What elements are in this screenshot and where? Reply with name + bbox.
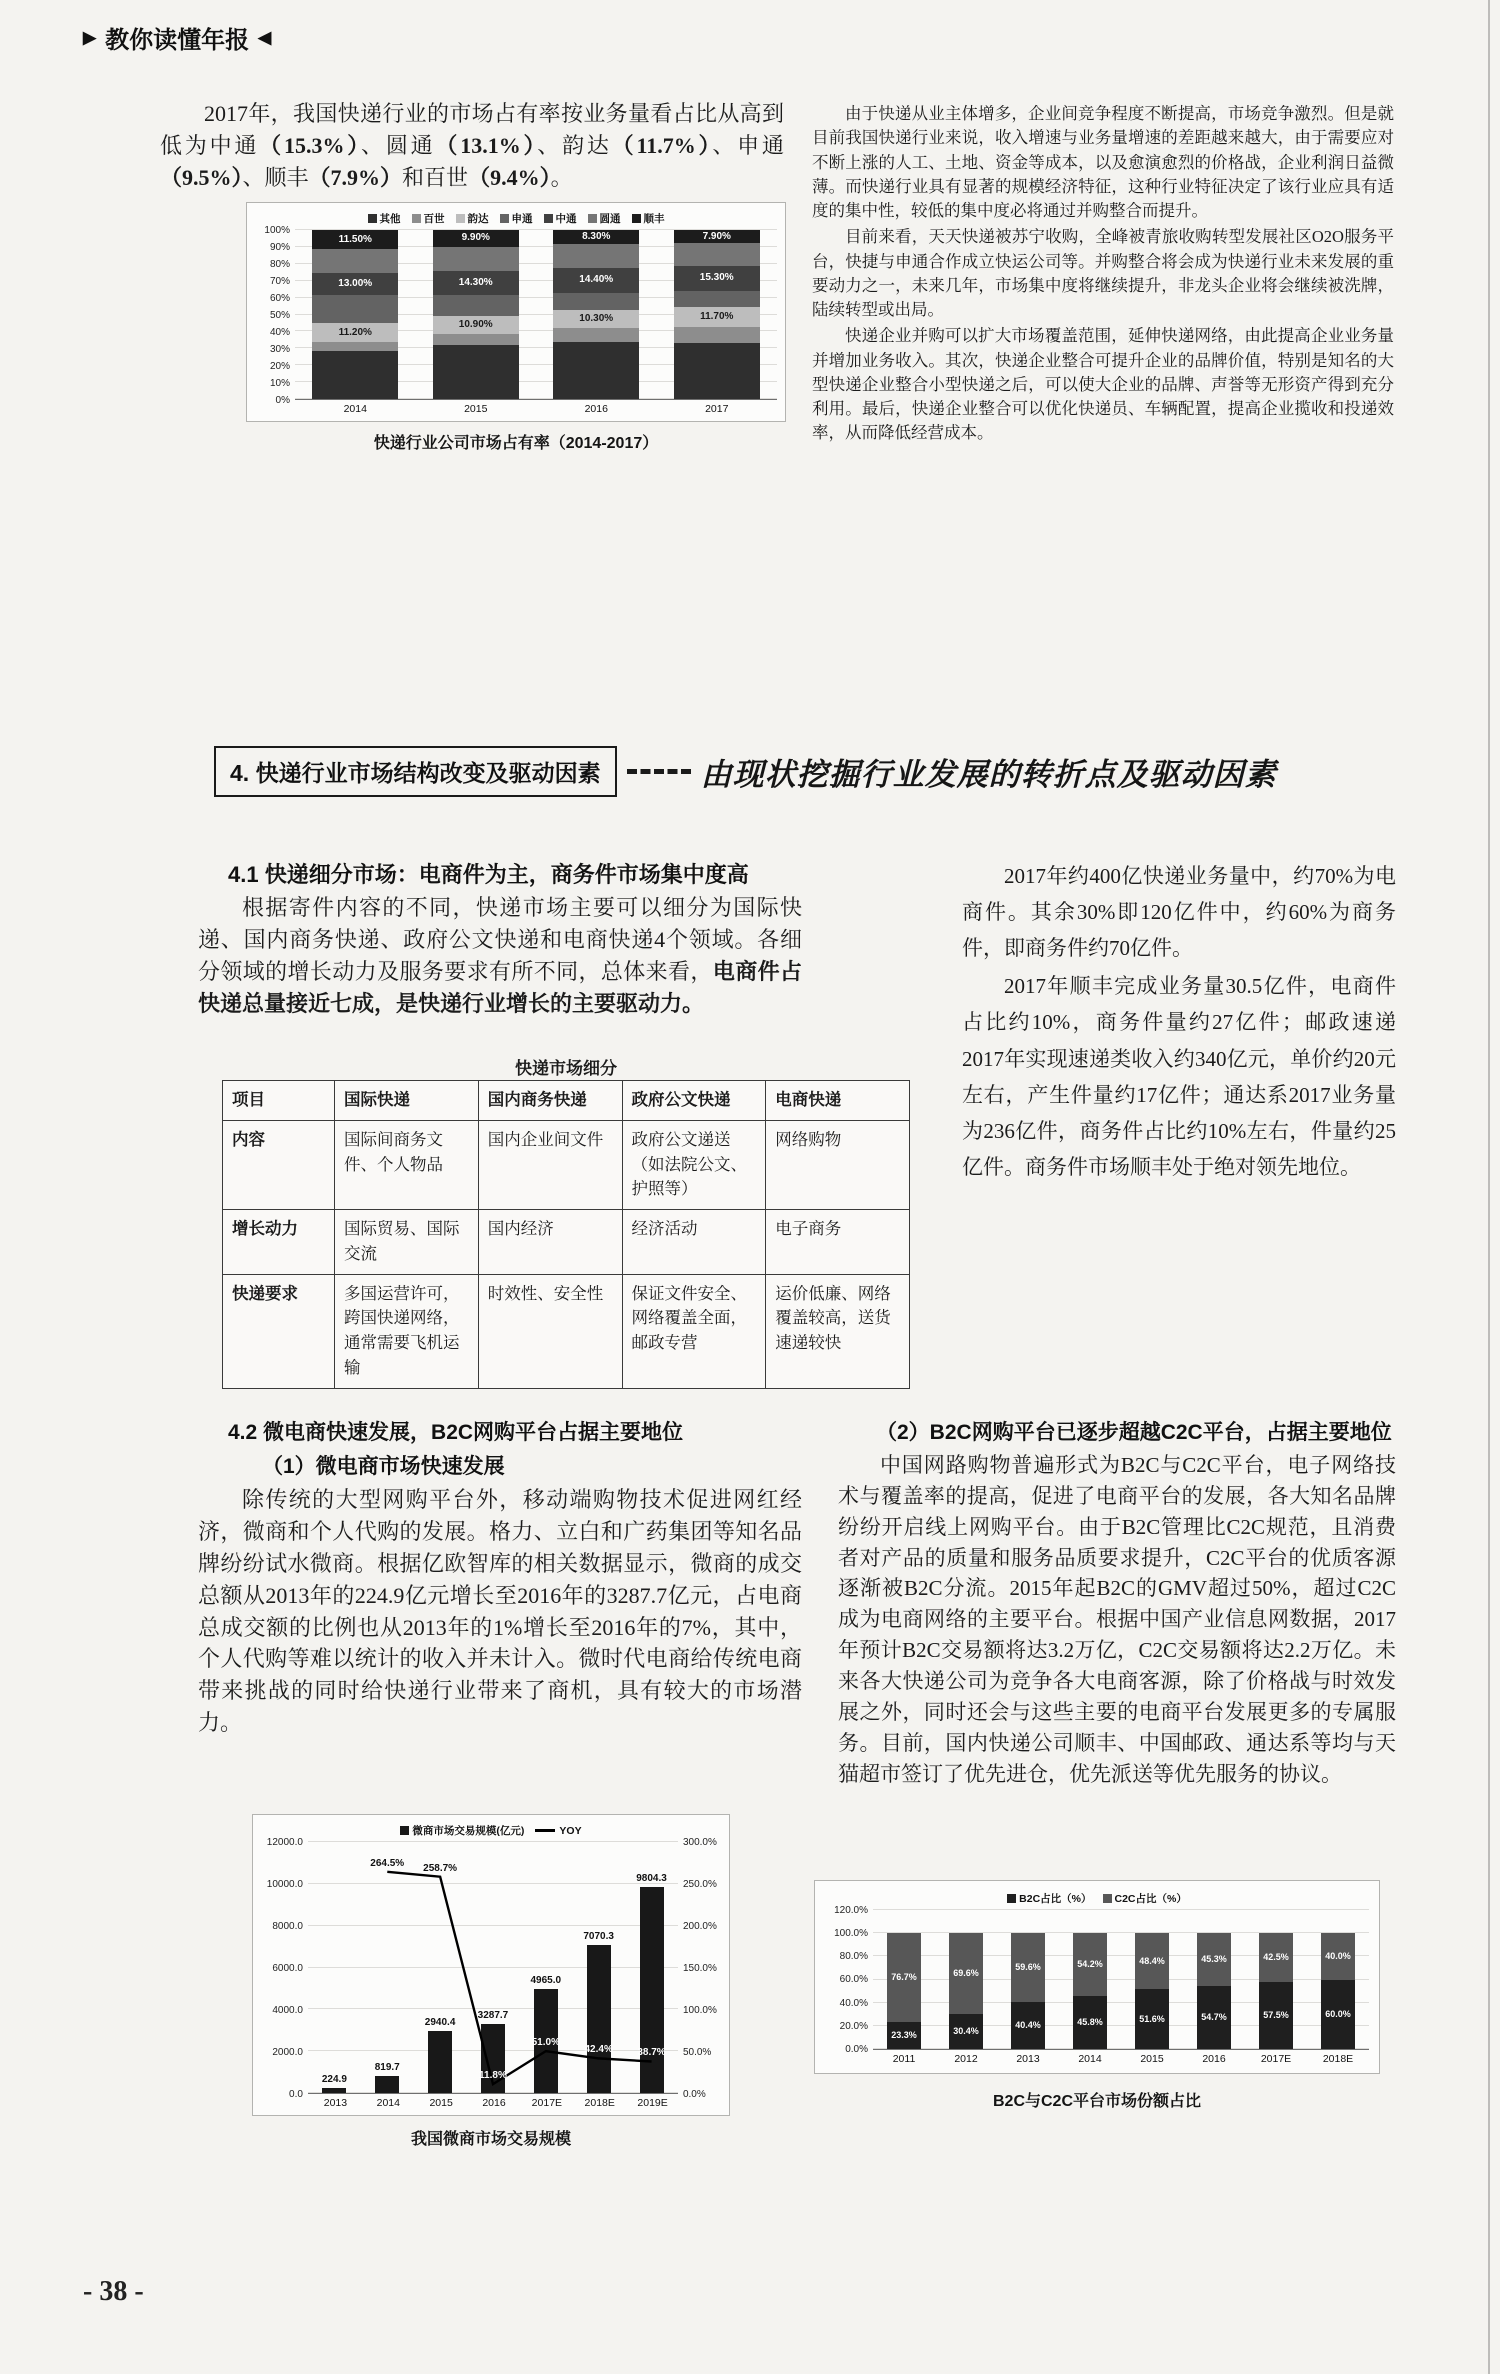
text-run: 电商件占快递总量接近七成，是快递行业增长的主要驱动力。 — [198, 958, 802, 1016]
table-cell: 国内企业间文件 — [478, 1120, 622, 1209]
bar-segment — [674, 327, 760, 343]
bar — [375, 2076, 399, 2093]
bar-segment — [1073, 1933, 1107, 1996]
legend-item — [368, 211, 401, 226]
bar-value-label: 224.9 — [321, 2074, 347, 2086]
stacked-bar — [553, 230, 639, 399]
stacked-bar — [1135, 1910, 1169, 2049]
section42-sub1-title: （1）微电商市场快速发展 — [262, 1455, 505, 1478]
bar-value-label: 10.30% — [579, 312, 614, 324]
bar-segment — [312, 249, 398, 273]
legend-item — [535, 1825, 581, 1837]
bar-segment — [674, 307, 760, 327]
table-cell: 政府公文递送（如法院公文、护照等） — [622, 1120, 766, 1209]
bar-segment — [1321, 1980, 1355, 2050]
legend-label: 微商市场交易规模(亿元) — [412, 1825, 525, 1837]
text-run: 和百世 — [402, 164, 469, 190]
plot-area — [295, 230, 777, 400]
legend-label: B2C占比（%） — [1019, 1893, 1092, 1905]
bar-segment — [1259, 1933, 1293, 1982]
paragraph: 快递企业并购可以扩大市场覆盖范围，延伸快递网络，由此提高企业业务量并增加业务收入。其次，快递企业整合可提升企业的品牌价值，特别是知名的大型快递企业整合小型快递之后，可以使大企业的品牌、声誉等无形资产得到充分利用。最后，快递企业整合可以优化快递员、车辆配置，提高企业揽收和投递效率，从而降低经营成本。 — [812, 326, 1394, 443]
bar-segment — [887, 1933, 921, 2022]
bar-value-label: 40.4% — [1015, 2020, 1041, 2031]
table-cell: 电子商务 — [766, 1210, 910, 1275]
table-cell: 国际间商务文件、个人物品 — [335, 1120, 479, 1209]
legend-item — [412, 211, 445, 226]
legend-label: 圆通 — [599, 213, 621, 225]
section41-title: 4.1 快递细分市场：电商件为主，商务件市场集中度高 — [228, 862, 749, 887]
table-header-row — [223, 1081, 910, 1121]
market-share-chart — [246, 202, 786, 422]
bar-segment — [553, 342, 639, 399]
bar-value-label: 51.6% — [1139, 2013, 1165, 2024]
stacked-bar — [887, 1910, 921, 2049]
x-axis-label: 2013 — [323, 2097, 348, 2109]
bar-value-label: 13.00% — [338, 278, 373, 290]
x-axis-label: 2014 — [376, 2097, 400, 2109]
bar-value-label: 3287.7 — [477, 2009, 509, 2021]
x-axis-label: 2015 — [429, 2097, 453, 2109]
bar-segment — [887, 2022, 921, 2049]
stacked-bar — [674, 230, 760, 399]
bar-segment — [553, 310, 639, 327]
gridline — [308, 1925, 678, 1926]
bar-value-label: 15.30% — [699, 272, 734, 284]
chart-legend — [255, 211, 777, 226]
table-row — [223, 1274, 910, 1388]
table-title: 快递市场细分 — [515, 1059, 617, 1078]
table-row — [223, 1210, 910, 1275]
x-axis — [309, 2094, 679, 2109]
legend-line-swatch — [535, 1829, 555, 1832]
legend-label: 其他 — [379, 213, 401, 225]
section42-title: 4.2 微电商快速发展，B2C网购平台占据主要地位 — [228, 1421, 684, 1444]
section4-annotation: 由现状挖掘行业发展的转折点及驱动因素 — [700, 757, 1277, 792]
x-axis-label: 2016 — [584, 403, 608, 415]
bar-segment — [553, 293, 639, 311]
x-axis-label: 2017 — [705, 403, 729, 415]
chart-legend — [825, 1891, 1369, 1906]
x-axis-label: 2019E — [637, 2097, 668, 2109]
bar-segment — [433, 345, 519, 399]
x-axis-label: 2013 — [1016, 2053, 1040, 2065]
chart-caption: 我国微商市场交易规模 — [410, 2131, 571, 2148]
bar-segment — [1011, 2002, 1045, 2049]
y-axis: 100% 90% 80% 70% 60% 50% 40% 30% 20% 10% 0% — [264, 224, 290, 406]
legend-swatch — [400, 1826, 409, 1835]
intro-right-column — [812, 102, 1394, 446]
text-run: （9.4%） — [468, 164, 551, 190]
text-run: 、韵达 — [537, 132, 612, 158]
bar-value-label: 42.5% — [1263, 1952, 1289, 1963]
text-run: （7.9%） — [308, 164, 403, 190]
bar-value-label: 11.70% — [700, 311, 734, 323]
section4-heading-row — [214, 746, 1404, 797]
yoy-value-label: 42.4% — [584, 2044, 613, 2056]
x-axis-label: 2014 — [1078, 2053, 1102, 2065]
legend-label: 申通 — [511, 213, 533, 225]
section42-sub1-paragraph: 除传统的大型网购平台外，移动端购物技术促进网红经济，微商和个人代购的发展。格力、立白和广药集团等知名品牌纷纷试水微商。根据亿欧智库的相关数据显示，微商的成交总额从2013年的224.9亿元增长至2016年的3287.7亿元，占电商总成交额的比例也从2013年的1%增长至2016年的7%，其中，个人代购等难以统计的收入并未计入。微时代电商给传统电商带来挑战的同时给快递行业带来了商机，具有较大的市场潜力。 — [198, 1487, 802, 1736]
table-cell: 国内经济 — [478, 1210, 622, 1275]
bar-segment — [1135, 1933, 1169, 1989]
table-cell: 网络购物 — [766, 1120, 910, 1209]
bar-segment — [1135, 1989, 1169, 2049]
legend-swatch — [456, 214, 465, 223]
text-run: （15.3%） — [259, 132, 362, 158]
x-axis-label: 2016 — [482, 2097, 506, 2109]
market-segment-table — [222, 1080, 910, 1389]
scan-edge-artifact — [1488, 0, 1490, 2374]
bar-segment — [674, 291, 760, 307]
bar-segment — [433, 271, 519, 295]
text-run: （11.7%） — [611, 132, 713, 158]
bar-segment — [1073, 1996, 1107, 2049]
paragraph: 2017年约400亿快递业务量中，约70%为电商件。其余30%即120亿件中，约60%为商务件，即商务件约70亿件。 — [962, 864, 1396, 961]
text-run: 。 — [550, 164, 573, 190]
legend-item — [1007, 1891, 1091, 1906]
paragraph: 由于快递从业主体增多，企业间竞争程度不断提高，市场竞争激烈。但是就目前我国快递行业来说，收入增速与业务量增速的差距越来越大，由于需要应对不断上涨的人工、土地、资金等成本，以及愈演愈烈的价格战，企业利润日益微薄。而快递行业具有显著的规模经济特征，这种行业特征决定了该行业应具有适度的集中性，较低的集中度必将通过并购整合而提升。 — [812, 104, 1394, 220]
stacked-bar — [1321, 1910, 1355, 2049]
legend-swatch — [412, 214, 421, 223]
bar-value-label: 54.7% — [1201, 2011, 1227, 2022]
bar-segment — [433, 334, 519, 344]
text-run: （9.5%） — [160, 164, 243, 190]
legend-label: 中通 — [555, 213, 577, 225]
bar-value-label: 59.6% — [1015, 1962, 1041, 1973]
table-cell: 时效性、安全性 — [478, 1274, 622, 1388]
text-run: 、顺丰 — [242, 164, 309, 190]
table-header-cell: 国内商务快递 — [478, 1081, 622, 1121]
stacked-bar — [433, 230, 519, 399]
bar-segment — [1197, 1986, 1231, 2049]
page-number: - 38 - — [83, 2276, 144, 2307]
legend-item — [1103, 1891, 1187, 1906]
bar-segment — [433, 247, 519, 271]
bar-segment — [553, 244, 639, 268]
stacked-bar — [1073, 1910, 1107, 2049]
bar-segment — [312, 342, 398, 350]
right-y-axis: 300.0% 250.0% 200.0% 150.0% 100.0% 50.0% 0.0% — [682, 1836, 717, 2100]
bar-value-label: 819.7 — [374, 2061, 400, 2073]
table-cell: 快递要求 — [223, 1274, 335, 1388]
gridline — [308, 1883, 678, 1884]
text-run: 、申通 — [712, 132, 784, 158]
bar-value-label: 9804.3 — [636, 1873, 667, 1885]
table-header-cell: 项目 — [223, 1081, 335, 1121]
x-axis — [873, 2050, 1369, 2065]
x-axis — [295, 400, 777, 415]
header-arrow-left-icon: ◀ — [258, 28, 272, 47]
bar-segment — [674, 266, 760, 292]
legend-label: 百世 — [423, 213, 445, 225]
chart-caption: B2C与C2C平台市场份额占比 — [992, 2093, 1202, 2110]
bar-value-label: 10.90% — [458, 319, 493, 331]
legend-item — [400, 1823, 524, 1838]
table-header-cell: 国际快递 — [335, 1081, 479, 1121]
gridline — [308, 1841, 678, 1842]
legend-swatch — [588, 214, 597, 223]
bar-value-label: 45.3% — [1201, 1953, 1227, 1964]
bar-segment — [433, 316, 519, 334]
bar-segment — [312, 230, 398, 249]
table-header-cell: 政府公文快递 — [622, 1081, 766, 1121]
text-run: 2017年，我国快递行业的市场占有率按业务量看占比从高到低为中通 — [160, 101, 784, 158]
stacked-bar — [1011, 1910, 1045, 2049]
bar-segment — [949, 2014, 983, 2049]
table-row — [223, 1120, 910, 1209]
yoy-value-label: 51.0% — [531, 2037, 560, 2049]
legend-swatch — [368, 214, 377, 223]
yoy-value-label: 38.7% — [637, 2047, 666, 2059]
section42-sub2-paragraph: 中国网路购物普遍形式为B2C与C2C平台，电子网络技术与覆盖率的提高，促进了电商平台的发展，各大知名品牌纷纷开启线上网购平台。由于B2C管理比C2C规范，且消费者对产品的质量和服务品质要求提升，C2C平台的优质客源逐渐被B2C分流。2015年起B2C的GMV超过50%，超过C2C成为电商网络的主要平台。根据中国产业信息网数据，2017年预计B2C交易额将达3.2万亿，C2C交易额将达2.2万亿。未来各大快递公司为竞争各大电商客源，除了价格战与时效发展之外，同时还会与这些主要的电商平台发展更多的专属服务。目前，国内快递公司顺丰、中国邮政、通达系等均与天猫超市签订了优先进仓，优先派送等优先服务的协议。 — [838, 1453, 1396, 1786]
yoy-value-label: 258.7% — [423, 1862, 458, 1874]
bar-value-label: 11.20% — [338, 326, 372, 338]
page-header — [83, 20, 271, 55]
x-axis-label: 2014 — [343, 403, 367, 415]
bar-value-label: 11.50% — [338, 233, 372, 245]
table-cell: 经济活动 — [622, 1210, 766, 1275]
weidian-market-chart — [252, 1814, 730, 2116]
table-cell: 内容 — [223, 1120, 335, 1209]
table-header-cell: 电商快递 — [766, 1081, 910, 1121]
legend-swatch — [500, 214, 509, 223]
text-run: 根据寄件内容的不同，快递市场主要可以细分为国际快递、国内商务快递、政府公文快递和电商快递4个领域。各细分领域的增长动力及服务要求有所不同，总体来看， — [198, 895, 802, 984]
bar-value-label: 30.4% — [953, 2025, 979, 2036]
table-cell: 保证文件安全、网络覆盖全面，邮政专营 — [622, 1274, 766, 1388]
legend-swatch — [632, 214, 641, 223]
x-axis-label: 2018E — [1322, 2053, 1354, 2065]
bar-value-label: 8.30% — [582, 231, 611, 243]
bars-container — [295, 230, 777, 399]
legend-swatch — [1103, 1894, 1112, 1903]
plot-area — [873, 1910, 1369, 2050]
legend-item — [632, 211, 665, 226]
bar-value-label: 14.40% — [579, 274, 614, 286]
table-cell: 多国运营许可，跨国快递网络，通常需要飞机运输 — [335, 1274, 479, 1388]
legend-item — [456, 211, 489, 226]
text-run: （13.1%） — [435, 132, 538, 158]
bar — [481, 2024, 505, 2093]
bar-value-label: 9.90% — [461, 232, 490, 244]
bar — [428, 2031, 452, 2093]
bar-segment — [1321, 1933, 1355, 1979]
yoy-value-label: 264.5% — [370, 1857, 405, 1869]
stacked-bar — [1259, 1910, 1293, 2049]
bar-segment — [674, 230, 760, 243]
intro-left-paragraph — [160, 98, 784, 194]
bar-segment — [312, 351, 398, 399]
bar-value-label: 7.90% — [702, 230, 731, 242]
table-cell: 国际贸易、国际交流 — [335, 1210, 479, 1275]
bar — [640, 1887, 664, 2093]
bar-segment — [1011, 1933, 1045, 2002]
bar-segment — [433, 295, 519, 316]
legend-label: YOY — [559, 1824, 582, 1837]
dashed-connector-line — [627, 769, 691, 774]
x-axis-label: 2015 — [1140, 2053, 1164, 2065]
section41-paragraph — [198, 892, 802, 1020]
bars-container — [873, 1910, 1369, 2049]
left-y-axis: 12000.0 10000.0 8000.0 6000.0 4000.0 2000.0 0.0 — [266, 1836, 303, 2100]
legend-swatch — [544, 214, 553, 223]
bar-value-label: 4965.0 — [530, 1974, 562, 1986]
section42-sub2-title: （2）B2C网购平台已逐步超越C2C平台，占据主要地位 — [876, 1421, 1392, 1444]
bar-value-label: 60.0% — [1325, 2008, 1351, 2019]
legend-item — [544, 211, 577, 226]
yoy-value-label: 11.8% — [479, 2070, 507, 2082]
stacked-bar — [312, 230, 398, 399]
paragraph: 目前来看，天天快递被苏宁收购，全峰被青旅收购转型发展社区O2O服务平台，快捷与申通合作成立快运公司等。并购整合将会成为快递行业未来发展的重要动力之一，未来几年，市场集中度将继续提升，非龙头企业将会继续被洗牌，陆续转型或出局。 — [812, 227, 1394, 319]
bar-segment — [553, 230, 639, 244]
stacked-bar — [1197, 1910, 1231, 2049]
bar-value-label: 14.30% — [458, 277, 493, 289]
bar-segment — [1197, 1933, 1231, 1985]
header-title: 教你读懂年报 — [105, 27, 250, 54]
bar-value-label: 45.8% — [1077, 2016, 1103, 2027]
bar-value-label: 2940.4 — [424, 2017, 456, 2029]
bar-segment — [674, 343, 760, 399]
bar-segment — [433, 230, 519, 247]
bar-segment — [312, 273, 398, 295]
bar-segment — [312, 295, 398, 323]
gridline — [308, 1967, 678, 1968]
paragraph: 2017年顺丰完成业务量30.5亿件，电商件占比约10%，商务件量约27亿件；邮政速递2017年实现速递类收入约340亿元，单价约20元左右，产生件量约17亿件；通达系2017业务量为236亿件，商务件占比约10%左右，件量约25亿件。商务件市场顺丰处于绝对领先地位。 — [962, 974, 1396, 1179]
x-axis-label: 2016 — [1202, 2053, 1226, 2065]
y-axis: 120.0% 100.0% 80.0% 60.0% 40.0% 20.0% 0.0% — [834, 1904, 868, 2056]
header-arrow-right-icon: ▶ — [83, 28, 97, 47]
x-axis-label: 2017E — [1260, 2053, 1292, 2065]
x-axis-label: 2018E — [584, 2097, 615, 2109]
chart-caption: 快递行业公司市场占有率（2014-2017） — [373, 435, 659, 452]
legend-label: 韵达 — [467, 213, 489, 225]
stacked-bar — [949, 1910, 983, 2049]
x-axis-label: 2017E — [531, 2097, 563, 2109]
bar-segment — [312, 323, 398, 342]
x-axis-label: 2012 — [954, 2053, 978, 2065]
bar-segment — [674, 243, 760, 265]
bar-value-label: 48.4% — [1139, 1955, 1165, 1966]
legend-label: 顺丰 — [643, 213, 665, 225]
bar-value-label: 23.3% — [891, 2030, 917, 2040]
plot-area — [308, 1842, 678, 2094]
bar-value-label: 40.0% — [1325, 1950, 1351, 1961]
bar-value-label: 54.2% — [1077, 1959, 1103, 1970]
bar — [322, 2088, 346, 2093]
legend-item — [588, 211, 621, 226]
bar-segment — [553, 328, 639, 342]
legend-item — [500, 211, 533, 226]
x-axis-label: 2011 — [892, 2053, 916, 2065]
bar-value-label: 7070.3 — [583, 1930, 614, 1942]
chart-legend — [261, 1823, 721, 1838]
table-cell: 运价低廉、网络覆盖较高，送货速递较快 — [766, 1274, 910, 1388]
table-cell: 增长动力 — [223, 1210, 335, 1275]
section4-heading: 4. 快递行业市场结构改变及驱动因素 — [230, 760, 601, 786]
bar-value-label: 69.6% — [953, 1967, 979, 1978]
bar-segment — [553, 268, 639, 292]
b2c-c2c-share-chart — [814, 1880, 1380, 2074]
legend-label: C2C占比（%） — [1114, 1893, 1187, 1905]
section4-heading-box — [214, 746, 617, 797]
legend-swatch — [1007, 1894, 1016, 1903]
bar-value-label: 57.5% — [1263, 2010, 1289, 2021]
bar — [587, 1945, 611, 2093]
section41-right-column — [962, 858, 1396, 1185]
bar-segment — [949, 1933, 983, 2014]
bar-segment — [1259, 1982, 1293, 2049]
x-axis-label: 2015 — [464, 403, 488, 415]
bar-value-label: 76.7% — [891, 1972, 917, 1983]
text-run: 、圆通 — [361, 132, 436, 158]
